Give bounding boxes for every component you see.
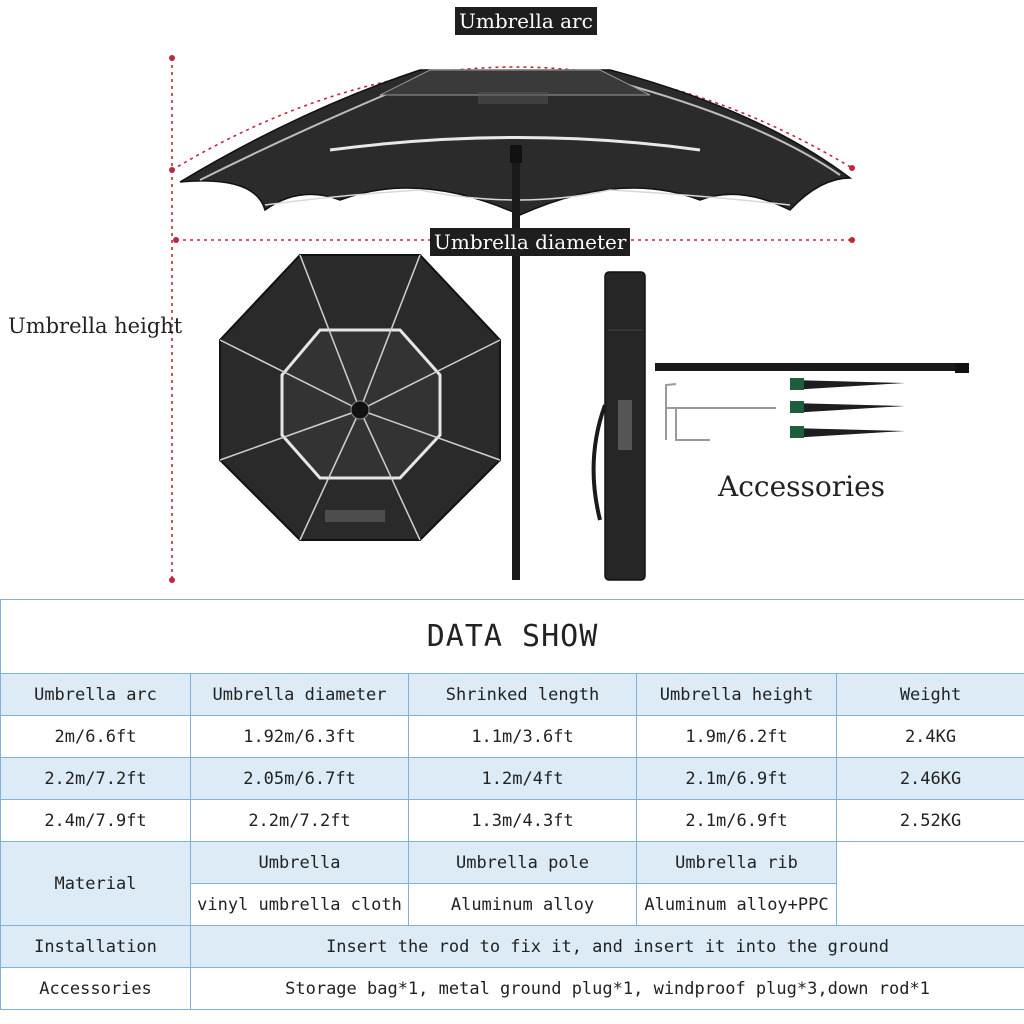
accessories-row-value: Storage bag*1, metal ground plug*1, windproof plug*3,down rod*1 [191,968,1024,1010]
table-row [1,800,1024,842]
material-value: vinyl umbrella cloth [191,884,409,926]
table-cell: 2.1m/6.9ft [637,800,837,842]
table-cell: 2.05m/6.7ft [191,758,409,800]
umbrella-pole [512,145,520,580]
material-value: Aluminum alloy [409,884,637,926]
table-title: DATA SHOW [1,600,1024,674]
installation-value: Insert the rod to fix it, and insert it into the ground [191,926,1024,968]
umbrella-arc-label: Umbrella arc [455,7,597,35]
table-cell: 2.1m/6.9ft [637,758,837,800]
table-cell: 2.2m/7.2ft [191,800,409,842]
table-cell: 2m/6.6ft [1,716,191,758]
material-row [1,842,1024,884]
data-table [0,599,1024,1010]
umbrella-top-view [220,255,500,540]
umbrella-height-label: Umbrella height [8,314,183,338]
table-cell: 1.92m/6.3ft [191,716,409,758]
header-cell: Umbrella diameter [191,674,409,716]
accessories-row-label: Accessories [1,968,191,1010]
table-row [1,716,1024,758]
table-cell: 1.2m/4ft [409,758,637,800]
table-cell: 1.3m/4.3ft [409,800,637,842]
header-cell: Umbrella height [637,674,837,716]
table-row [1,758,1024,800]
table-header-row [1,674,1024,716]
storage-bag [594,272,645,580]
table-cell: 2.46KG [837,758,1024,800]
material-part: Umbrella [191,842,409,884]
material-label: Material [1,842,191,926]
table-cell: 1.1m/3.6ft [409,716,637,758]
accessories-label: Accessories [718,470,886,503]
header-cell: Weight [837,674,1024,716]
table-cell: 2.52KG [837,800,1024,842]
table-cell: 2.4m/7.9ft [1,800,191,842]
table-cell: 2.4KG [837,716,1024,758]
accessory-items [655,363,969,440]
material-empty-cell [837,842,1024,926]
header-cell: Umbrella arc [1,674,191,716]
header-cell: Shrinked length [409,674,637,716]
material-part: Umbrella pole [409,842,637,884]
accessories-row [1,968,1024,1010]
table-cell: 2.2m/7.2ft [1,758,191,800]
umbrella-diameter-label: Umbrella diameter [430,228,630,256]
table-cell: 1.9m/6.2ft [637,716,837,758]
installation-label: Installation [1,926,191,968]
material-value: Aluminum alloy+PPC [637,884,837,926]
installation-row [1,926,1024,968]
material-part: Umbrella rib [637,842,837,884]
